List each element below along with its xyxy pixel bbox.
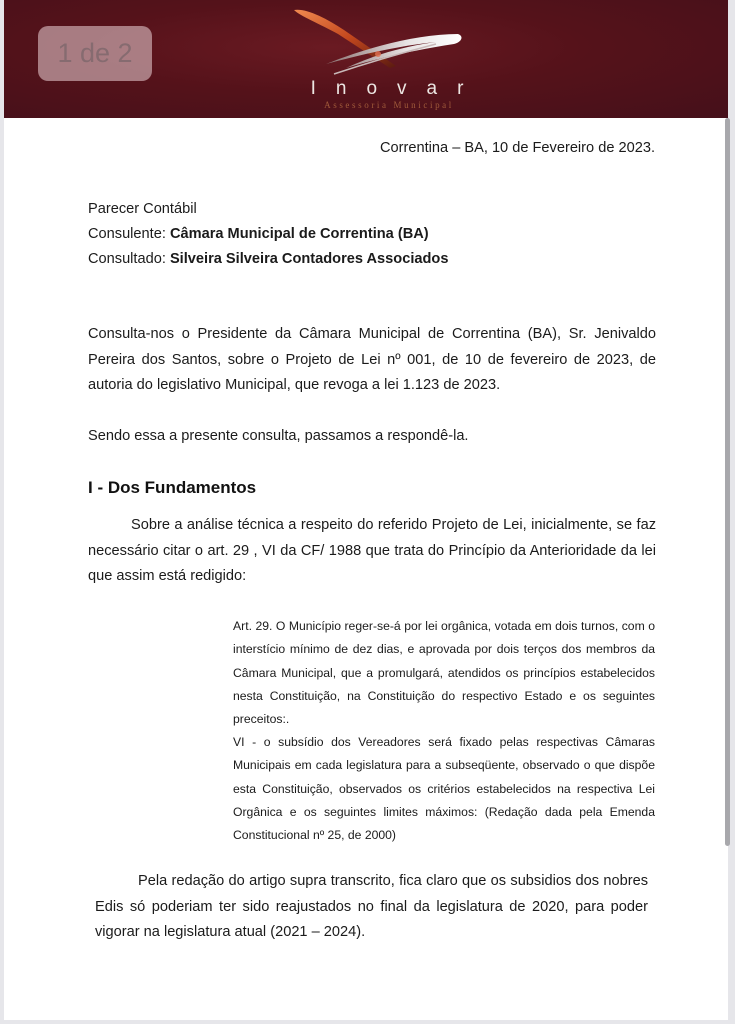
paragraph-fundamentos-text: Sobre a análise técnica a respeito do referido Projeto de Lei, inicialmente, se faz necessário citar o art. 29 , VI da CF/ 1988 que trata do Princípio da Anterioridade da lei que assim está redigido:: [88, 517, 656, 584]
brand-tagline: Assessoria Municipal: [324, 100, 454, 110]
document-page: [4, 0, 728, 1020]
consulente-value: Câmara Municipal de Correntina (BA): [169, 226, 429, 242]
quote-inciso-vi: VI - o subsídio dos Vereadores será fixado pelas respectivas Câmaras Municipais em cada legislatura para a subseqüente, observado o que dispõe esta Constituição, observados os critérios estabelecidos na respectiva Lei Orgânica e os seguintes limites máximos: (Redação dada pela Emenda Constitucional nº 25, de 2000): [233, 735, 655, 843]
consultado-value: Silveira Silveira Contadores Associados: [169, 251, 449, 267]
consulente-label: Consulente:: [88, 226, 166, 242]
paragraph-conclusao-text: Pela redação do artigo supra transcrito, fica claro que os subsidios dos nobres Edis só poderiam ter sido reajustados no final da legislatura de 2020, para poder vigorar na legislatura atual (2021 – 2024).: [95, 873, 648, 940]
inovar-logo-icon: [286, 4, 486, 86]
consultado-label: Consultado:: [88, 251, 166, 267]
consultado-line: [88, 251, 448, 267]
vertical-scrollbar[interactable]: [725, 118, 730, 846]
paragraph-resposta: Sendo essa a presente consulta, passamos a respondê-la.: [88, 428, 469, 444]
paragraph-conclusao: [95, 869, 648, 946]
quote-art-29: Art. 29. O Município reger-se-á por lei orgânica, votada em dois turnos, com o interstício mínimo de dez dias, e aprovada por dois terços dos membros da Câmara Municipal, que a promulgará, atendidos os princípios estabelecidos nesta Constituição, na Constituição do respectivo Estado e os seguintes preceitos:.: [233, 619, 655, 727]
paragraph-consulta: Consulta-nos o Presidente da Câmara Municipal de Correntina (BA), Sr. Jenivaldo Pereira dos Santos, sobre o Projeto de Lei nº 001, de 10 de fevereiro de 2023, de autoria do legislativo Municipal, que revoga a lei 1.123 de 2023.: [88, 326, 656, 393]
brand-name: Inovar: [310, 78, 484, 99]
paragraph-fundamentos: [88, 513, 656, 590]
section-heading: I - Dos Fundamentos: [88, 478, 257, 497]
consulente-line: [88, 226, 429, 242]
date-line: Correntina – BA, 10 de Fevereiro de 2023.: [380, 140, 656, 156]
document-title: Parecer Contábil: [88, 201, 197, 217]
page-indicator: 1 de 2: [38, 26, 152, 81]
letterhead-banner: [4, 0, 728, 118]
